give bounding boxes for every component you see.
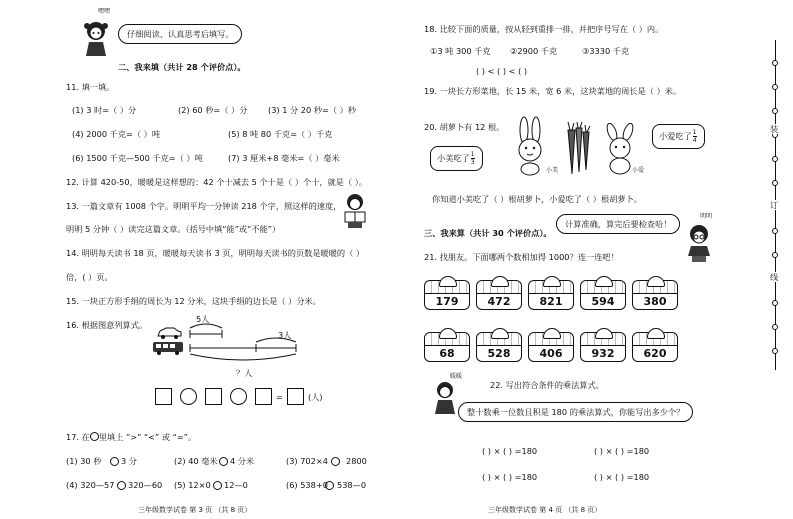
unit-label: (人) — [308, 392, 323, 402]
answer-box[interactable] — [255, 388, 272, 405]
binding-hole — [772, 228, 778, 234]
binding-hole — [772, 60, 778, 66]
tile-number: 179 — [435, 295, 459, 308]
q18-order: ( ) < ( ) < ( ) — [476, 66, 528, 76]
q17-title — [66, 432, 196, 442]
bubble-tag: 嘿嘿 — [98, 8, 111, 15]
bus-icon — [152, 340, 184, 359]
binding-char: 订 — [770, 200, 779, 210]
q22-equation: ( ) × ( ) =180 — [482, 472, 538, 482]
q14-text-line1: 14. 明明每天读书 18 页，暖暖每天读书 3 页，明明每天读书的页数是暖暖的（ ） — [66, 248, 365, 258]
tile-number: 380 — [643, 295, 667, 308]
rabbit-name: 小美 — [546, 167, 559, 174]
fruit-icon — [491, 328, 509, 339]
q20-title: 20. 胡萝卜有 12 根。 — [424, 122, 505, 132]
q11-item: (7) 3 厘米+8 毫米=（ ）毫米 — [228, 153, 340, 163]
fruit-icon — [647, 328, 665, 339]
fruit-icon — [491, 276, 509, 287]
answer-box[interactable] — [205, 388, 222, 405]
q18-item: ①3 吨 300 千克 — [430, 46, 491, 56]
q17-post: 里填上 “>” “<” 或 “=”。 — [98, 432, 197, 442]
compare-circle[interactable] — [117, 481, 126, 490]
binding-hole — [772, 108, 778, 114]
binding-hole — [772, 348, 778, 354]
denominator: 3 — [470, 159, 475, 166]
number-tile[interactable] — [424, 332, 470, 362]
girl-avatar-2 — [430, 378, 460, 418]
q13-text-line1: 13. 一篇文章有 1008 个字。明明平均一分钟读 218 个字，照这样的速度， — [66, 201, 342, 211]
fruit-icon — [595, 328, 613, 339]
compare-circle[interactable] — [110, 457, 119, 466]
binding-char: 装 — [770, 124, 779, 134]
operator-circle[interactable] — [180, 388, 197, 405]
q18-text: 18. 比较下面的质量，按从轻到重排一排，并把序号写在（ ）内。 — [424, 24, 664, 34]
number-tile[interactable] — [476, 332, 522, 362]
compare-circle[interactable] — [213, 481, 222, 490]
q15-text: 15. 一块正方形手绢的周长为 12 分米，这块手绢的边长是（ ）分米。 — [66, 296, 321, 306]
section-title-2: 二、我来填（共计 28 个评价点）。 — [118, 62, 246, 72]
numerator: 1 — [470, 151, 475, 158]
q22-tag: 暖暖 — [450, 373, 463, 380]
q11-item: (2) 60 秒=（ ）分 — [178, 105, 248, 115]
tile-number: 821 — [539, 295, 563, 308]
q22-bubble: 整十数乘一位数且积是 180 的乘法算式，你能写出多少个？ — [458, 402, 693, 422]
number-tile[interactable] — [580, 280, 626, 310]
instruction-bubble: 仔细阅读、认真思考后填写。 — [118, 24, 242, 44]
q11-title: 11. 填一填。 — [66, 82, 115, 92]
q11-item: (6) 1500 千克—500 千克=（ ）吨 — [72, 153, 203, 163]
q17-item: (4) 320—57 — [66, 480, 115, 490]
q19-text: 19. 一块长方形菜地，长 15 米，宽 6 米，这块菜地的周长是（ ）米。 — [424, 86, 682, 96]
binding-hole — [772, 252, 778, 258]
binding-char: 线 — [770, 272, 779, 282]
page-footer-right: 三年级数学试卷 第 4 页 （共 8 页） — [488, 506, 602, 514]
circle-icon — [90, 432, 99, 441]
number-tile[interactable] — [424, 280, 470, 310]
q20-left-text: 小美吃了 — [437, 153, 470, 163]
number-tile[interactable] — [528, 280, 574, 310]
compare-circle[interactable] — [325, 481, 334, 490]
bubble2-tag: 明明 — [700, 213, 713, 220]
operator-circle[interactable] — [230, 388, 247, 405]
numerator: 1 — [692, 129, 697, 136]
q17-item: 3 分 — [121, 456, 137, 466]
page-footer-left: 三年级数学试卷 第 3 页 （共 8 页） — [138, 506, 252, 514]
binding-hole — [772, 84, 778, 90]
rabbit2-name: 小爱 — [632, 167, 645, 174]
number-tile[interactable] — [476, 280, 522, 310]
diagram-label-top: 5人 — [196, 314, 210, 324]
q13-text-line2: 明明 5 分钟（ ）读完这篇文章。（括号中填“能”或“不能”） — [66, 224, 281, 234]
compare-circle[interactable] — [219, 457, 228, 466]
q17-item: (2) 40 毫米 — [174, 456, 218, 466]
diagram-label-right: 3人 — [278, 330, 292, 340]
q22-equation: ( ) × ( ) =180 — [594, 472, 650, 482]
tile-number: 594 — [591, 295, 615, 308]
diagram-label-bottom: ？人 — [236, 368, 253, 378]
q17-item: 320—60 — [128, 480, 163, 490]
q22-equation: ( ) × ( ) =180 — [594, 446, 650, 456]
fruit-icon — [543, 276, 561, 287]
fruit-icon — [439, 276, 457, 287]
fruit-icon — [647, 276, 665, 287]
girl-avatar — [80, 18, 112, 60]
fruit-icon — [439, 328, 457, 339]
tile-number: 528 — [487, 347, 511, 360]
number-tile[interactable] — [632, 332, 678, 362]
number-tile[interactable] — [528, 332, 574, 362]
q16-title: 16. 根据图意列算式。 — [66, 320, 148, 330]
q17-item: (1) 30 秒 — [66, 456, 102, 466]
q17-item: 2800 — [346, 456, 367, 466]
section-title-3: 三、我来算（共计 30 个评价点）。 — [424, 228, 552, 238]
number-tile[interactable] — [632, 280, 678, 310]
reading-boy-image — [340, 190, 370, 230]
q17-item: 538—0 — [337, 480, 367, 490]
q17-pre: 17. 在 — [66, 432, 90, 442]
binding-hole — [772, 300, 778, 306]
fraction-one-quarter — [693, 129, 697, 144]
denominator: 4 — [692, 137, 697, 144]
q17-item: (5) 12×0 — [174, 480, 211, 490]
tile-number: 406 — [539, 347, 563, 360]
fruit-icon — [595, 276, 613, 287]
q11-item: (4) 2000 千克=（ ）吨 — [72, 129, 161, 139]
binding-hole — [772, 324, 778, 330]
answer-box[interactable] — [155, 388, 172, 405]
q22-title: 22. 写出符合条件的乘法算式。 — [490, 380, 604, 390]
q20-question: 你知道小美吃了（ ）根胡萝卜，小爱吃了（ ）根胡萝卜。 — [432, 194, 642, 204]
carrots-image — [562, 122, 592, 176]
compare-circle[interactable] — [331, 457, 340, 466]
q20-right-text: 小爱吃了 — [659, 131, 692, 141]
number-tile[interactable] — [580, 332, 626, 362]
tile-number: 620 — [643, 347, 667, 360]
equals-sign: = — [276, 392, 283, 402]
q17-item: 4 分米 — [230, 456, 255, 466]
check-bubble: 计算准确，算完后要检查哈！ — [556, 214, 680, 234]
q11-item: (1) 3 时=（ ）分 — [72, 105, 137, 115]
binding-hole — [772, 180, 778, 186]
q12-text: 12. 计算 420-50，暖暖是这样想的：42 个十减去 5 个十是（ ）个十，就是（ ）。 — [66, 177, 368, 187]
q22-equation: ( ) × ( ) =180 — [482, 446, 538, 456]
binding-hole — [772, 156, 778, 162]
q18-item: ③3330 千克 — [582, 46, 630, 56]
tile-number: 472 — [487, 295, 511, 308]
q14-text-line2: 倍，( ）页。 — [66, 272, 113, 282]
q20-bubble-left — [430, 146, 483, 171]
tile-number: 932 — [591, 347, 615, 360]
boy-avatar — [684, 222, 714, 264]
q11-item: (5) 8 吨 80 千克=（ ）千克 — [228, 129, 333, 139]
answer-box[interactable] — [287, 388, 304, 405]
q11-item: (3) 1 分 20 秒=（ ）秒 — [268, 105, 357, 115]
fraction-one-third — [471, 151, 475, 166]
tile-number: 68 — [439, 347, 455, 360]
q17-item: 12—0 — [224, 480, 248, 490]
q17-item: (3) 702×4 — [286, 456, 328, 466]
binding-line — [768, 40, 782, 370]
q20-bubble-right — [652, 124, 705, 149]
q17-item: (6) 538+0 — [286, 480, 328, 490]
fruit-icon — [543, 328, 561, 339]
q18-item: ②2900 千克 — [510, 46, 558, 56]
q21-title: 21. 找朋友。下面哪两个数相加得 1000？连一连吧！ — [424, 252, 619, 262]
